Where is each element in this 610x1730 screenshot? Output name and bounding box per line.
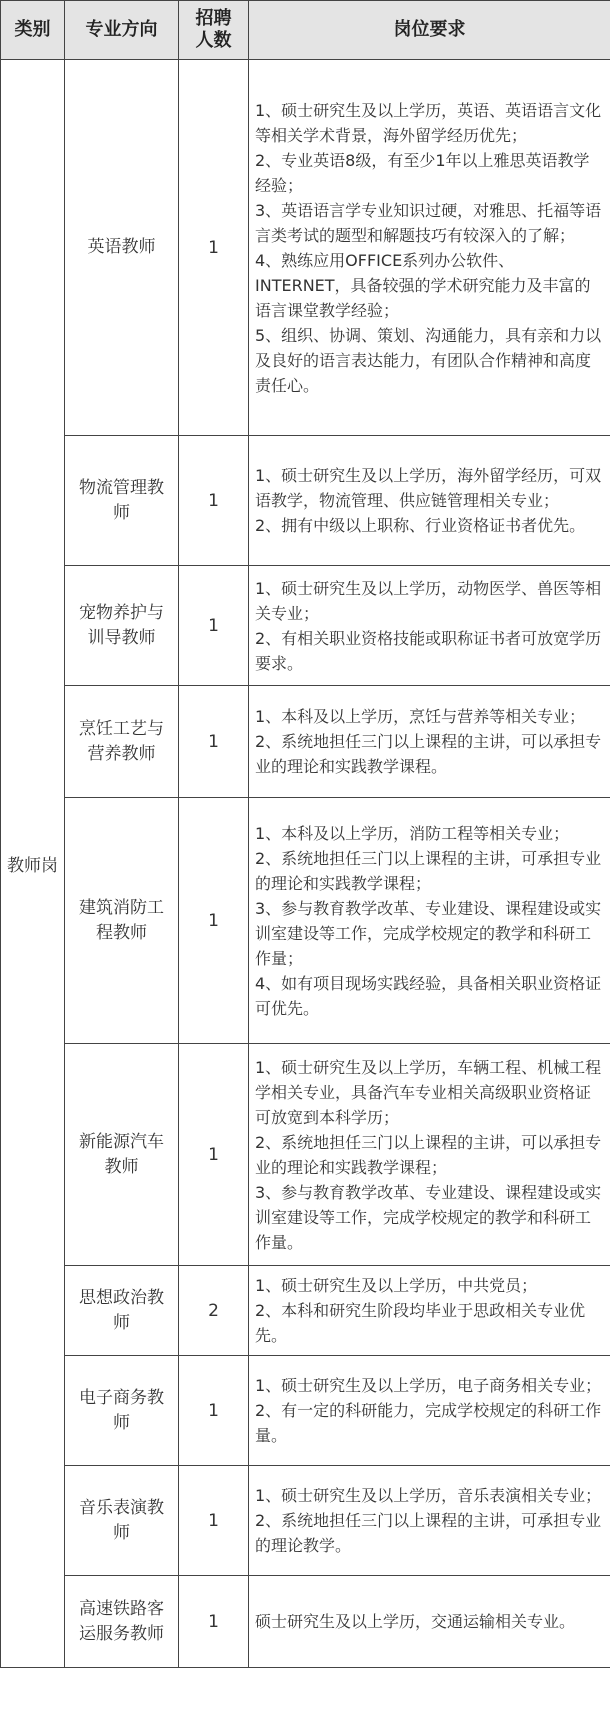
count-cell: 1 — [179, 798, 249, 1044]
requirement-item: 2、本科和研究生阶段均毕业于思政相关专业优先。 — [255, 1301, 586, 1345]
table-row — [1, 60, 610, 436]
requirements-cell — [249, 1466, 610, 1576]
major-cell: 烹饪工艺与营养教师 — [65, 686, 179, 798]
requirement-item: 2、拥有中级以上职称、行业资格证书者优先。 — [255, 516, 586, 535]
count-cell: 1 — [179, 1044, 249, 1266]
requirements-cell — [249, 1044, 610, 1266]
count-cell: 1 — [179, 686, 249, 798]
count-cell: 1 — [179, 1576, 249, 1668]
table-body — [1, 60, 610, 1668]
requirement-item: 1、硕士研究生及以上学历，英语、英语语言文化等相关学术背景，海外留学经历优先； — [255, 100, 602, 145]
major-cell: 英语教师 — [65, 60, 179, 436]
table-row — [1, 798, 610, 1044]
count-cell: 1 — [179, 1356, 249, 1466]
table-row — [1, 1356, 610, 1466]
major-cell: 宠物养护与训导教师 — [65, 566, 179, 686]
requirements-cell — [249, 566, 610, 686]
table-row — [1, 566, 610, 686]
requirements-cell — [249, 436, 610, 566]
requirements-cell — [249, 1576, 610, 1668]
count-cell: 2 — [179, 1266, 249, 1356]
requirement-item: 2、系统地担任三门以上课程的主讲，可以承担专业的理论和实践教学课程； — [255, 1132, 602, 1177]
category-cell: 教师岗 — [1, 60, 65, 1668]
requirement-item: 1、硕士研究生及以上学历，中共党员； — [255, 1276, 538, 1295]
major-cell: 建筑消防工程教师 — [65, 798, 179, 1044]
requirement-item: 2、专业英语8级，有至少1年以上雅思英语教学经验； — [255, 150, 590, 195]
major-cell: 思想政治教师 — [65, 1266, 179, 1356]
requirement-item: 1、本科及以上学历，消防工程等相关专业； — [255, 823, 570, 843]
requirement-item: 4、如有项目现场实践经验，具备相关职业资格证可优先。 — [255, 973, 602, 1018]
count-cell: 1 — [179, 566, 249, 686]
count-cell: 1 — [179, 436, 249, 566]
requirements-cell — [249, 1356, 610, 1466]
header-requirements: 岗位要求 — [249, 1, 610, 60]
major-cell: 音乐表演教师 — [65, 1466, 179, 1576]
table-row — [1, 436, 610, 566]
requirements-cell — [249, 60, 610, 436]
header-category: 类别 — [1, 1, 65, 60]
requirement-item: 3、参与教育教学改革、专业建设、课程建设或实训室建设等工作，完成学校规定的教学和科研工作量； — [255, 898, 602, 968]
requirement-item: 3、参与教育教学改革、专业建设、课程建设或实训室建设等工作，完成学校规定的教学和科研工作量。 — [255, 1182, 602, 1252]
requirement-item: 1、硕士研究生及以上学历，海外留学经历，可双语教学，物流管理、供应链管理相关专业； — [255, 466, 602, 510]
requirement-item: 2、系统地担任三门以上课程的主讲，可承担专业的理论和实践教学课程； — [255, 848, 602, 893]
requirement-item: 硕士研究生及以上学历，交通运输相关专业。 — [255, 1612, 576, 1631]
major-cell: 物流管理教师 — [65, 436, 179, 566]
requirement-item: 2、有一定的科研能力，完成学校规定的科研工作量。 — [255, 1401, 602, 1445]
requirement-item: 3、英语语言学专业知识过硬，对雅思、托福等语言类考试的题型和解题技巧有较深入的了解； — [255, 200, 602, 245]
requirement-item: 1、硕士研究生及以上学历，电子商务相关专业； — [255, 1376, 602, 1395]
requirement-item: 4、熟练应用OFFICE系列办公软件、INTERNET，具备较强的学术研究能力及丰富的语言课堂教学经验； — [255, 250, 591, 320]
requirement-item: 2、系统地担任三门以上课程的主讲，可以承担专业的理论和实践教学课程。 — [255, 732, 602, 776]
requirements-cell — [249, 1266, 610, 1356]
requirement-item: 2、有相关职业资格技能或职称证书者可放宽学历要求。 — [255, 628, 602, 673]
table-row — [1, 1576, 610, 1668]
requirement-item: 1、本科及以上学历，烹饪与营养等相关专业； — [255, 707, 586, 726]
requirement-item: 5、组织、协调、策划、沟通能力，具有亲和力以及良好的语言表达能力，有团队合作精神和高度责任心。 — [255, 325, 602, 395]
requirement-item: 1、硕士研究生及以上学历，音乐表演相关专业； — [255, 1486, 602, 1505]
major-cell: 新能源汽车教师 — [65, 1044, 179, 1266]
major-cell: 高速铁路客运服务教师 — [65, 1576, 179, 1668]
requirements-cell — [249, 686, 610, 798]
header-count: 招聘人数 — [179, 1, 249, 60]
table-row — [1, 1466, 610, 1576]
requirement-item: 1、硕士研究生及以上学历，车辆工程、机械工程学相关专业，具备汽车专业相关高级职业资格证可放宽到本科学历； — [255, 1057, 602, 1127]
table-row — [1, 1044, 610, 1266]
requirement-item: 2、系统地担任三门以上课程的主讲，可承担专业的理论教学。 — [255, 1511, 602, 1555]
header-major: 专业方向 — [65, 1, 179, 60]
major-cell: 电子商务教师 — [65, 1356, 179, 1466]
table-row — [1, 1266, 610, 1356]
table-row — [1, 686, 610, 798]
requirements-cell — [249, 798, 610, 1044]
table-header-row — [1, 1, 610, 60]
count-cell: 1 — [179, 60, 249, 436]
requirement-item: 1、硕士研究生及以上学历，动物医学、兽医等相关专业； — [255, 578, 602, 623]
count-cell: 1 — [179, 1466, 249, 1576]
